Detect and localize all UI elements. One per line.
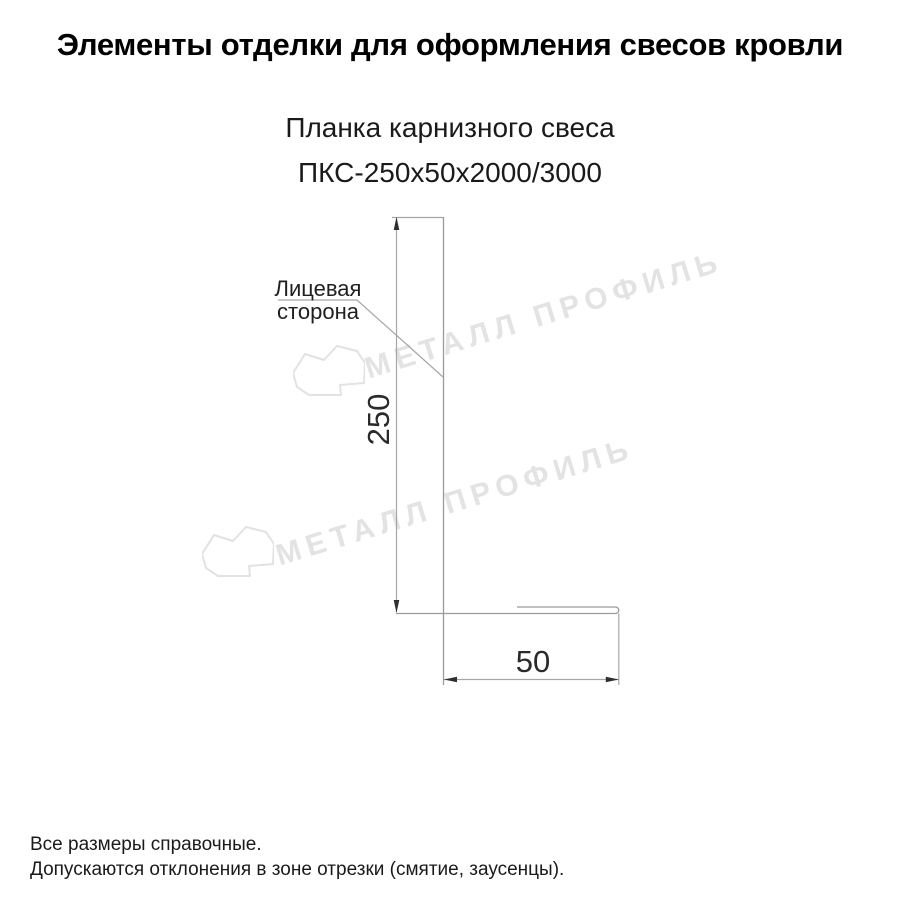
footer-note-2: Допускаются отклонения в зоне отрезки (смятие, заусенцы).	[30, 859, 565, 880]
dimension-value-height: 250	[361, 393, 396, 446]
face-side-label-line2: сторона	[277, 299, 359, 324]
arrow-down-icon	[394, 600, 400, 613]
face-side-label-line1: Лицевая	[274, 276, 362, 301]
watermark-text: МЕТАЛЛ ПРОФИЛЬ	[361, 244, 727, 386]
product-model-code: ПКС-250х50х2000/3000	[298, 157, 602, 188]
arrow-right-icon	[606, 677, 619, 682]
arrow-left-icon	[444, 677, 457, 682]
profile-bottom-flange-hem	[396, 607, 619, 614]
footer-note-1: Все размеры справочные.	[30, 834, 262, 855]
arrow-up-icon	[394, 217, 400, 230]
face-side-label	[270, 277, 366, 323]
watermark-text: МЕТАЛЛ ПРОФИЛЬ	[272, 431, 638, 573]
page-title: Элементы отделки для оформления свесов кровли	[56, 27, 844, 62]
product-name: Планка карнизного свеса	[285, 112, 615, 143]
dimension-value-width: 50	[515, 644, 551, 679]
